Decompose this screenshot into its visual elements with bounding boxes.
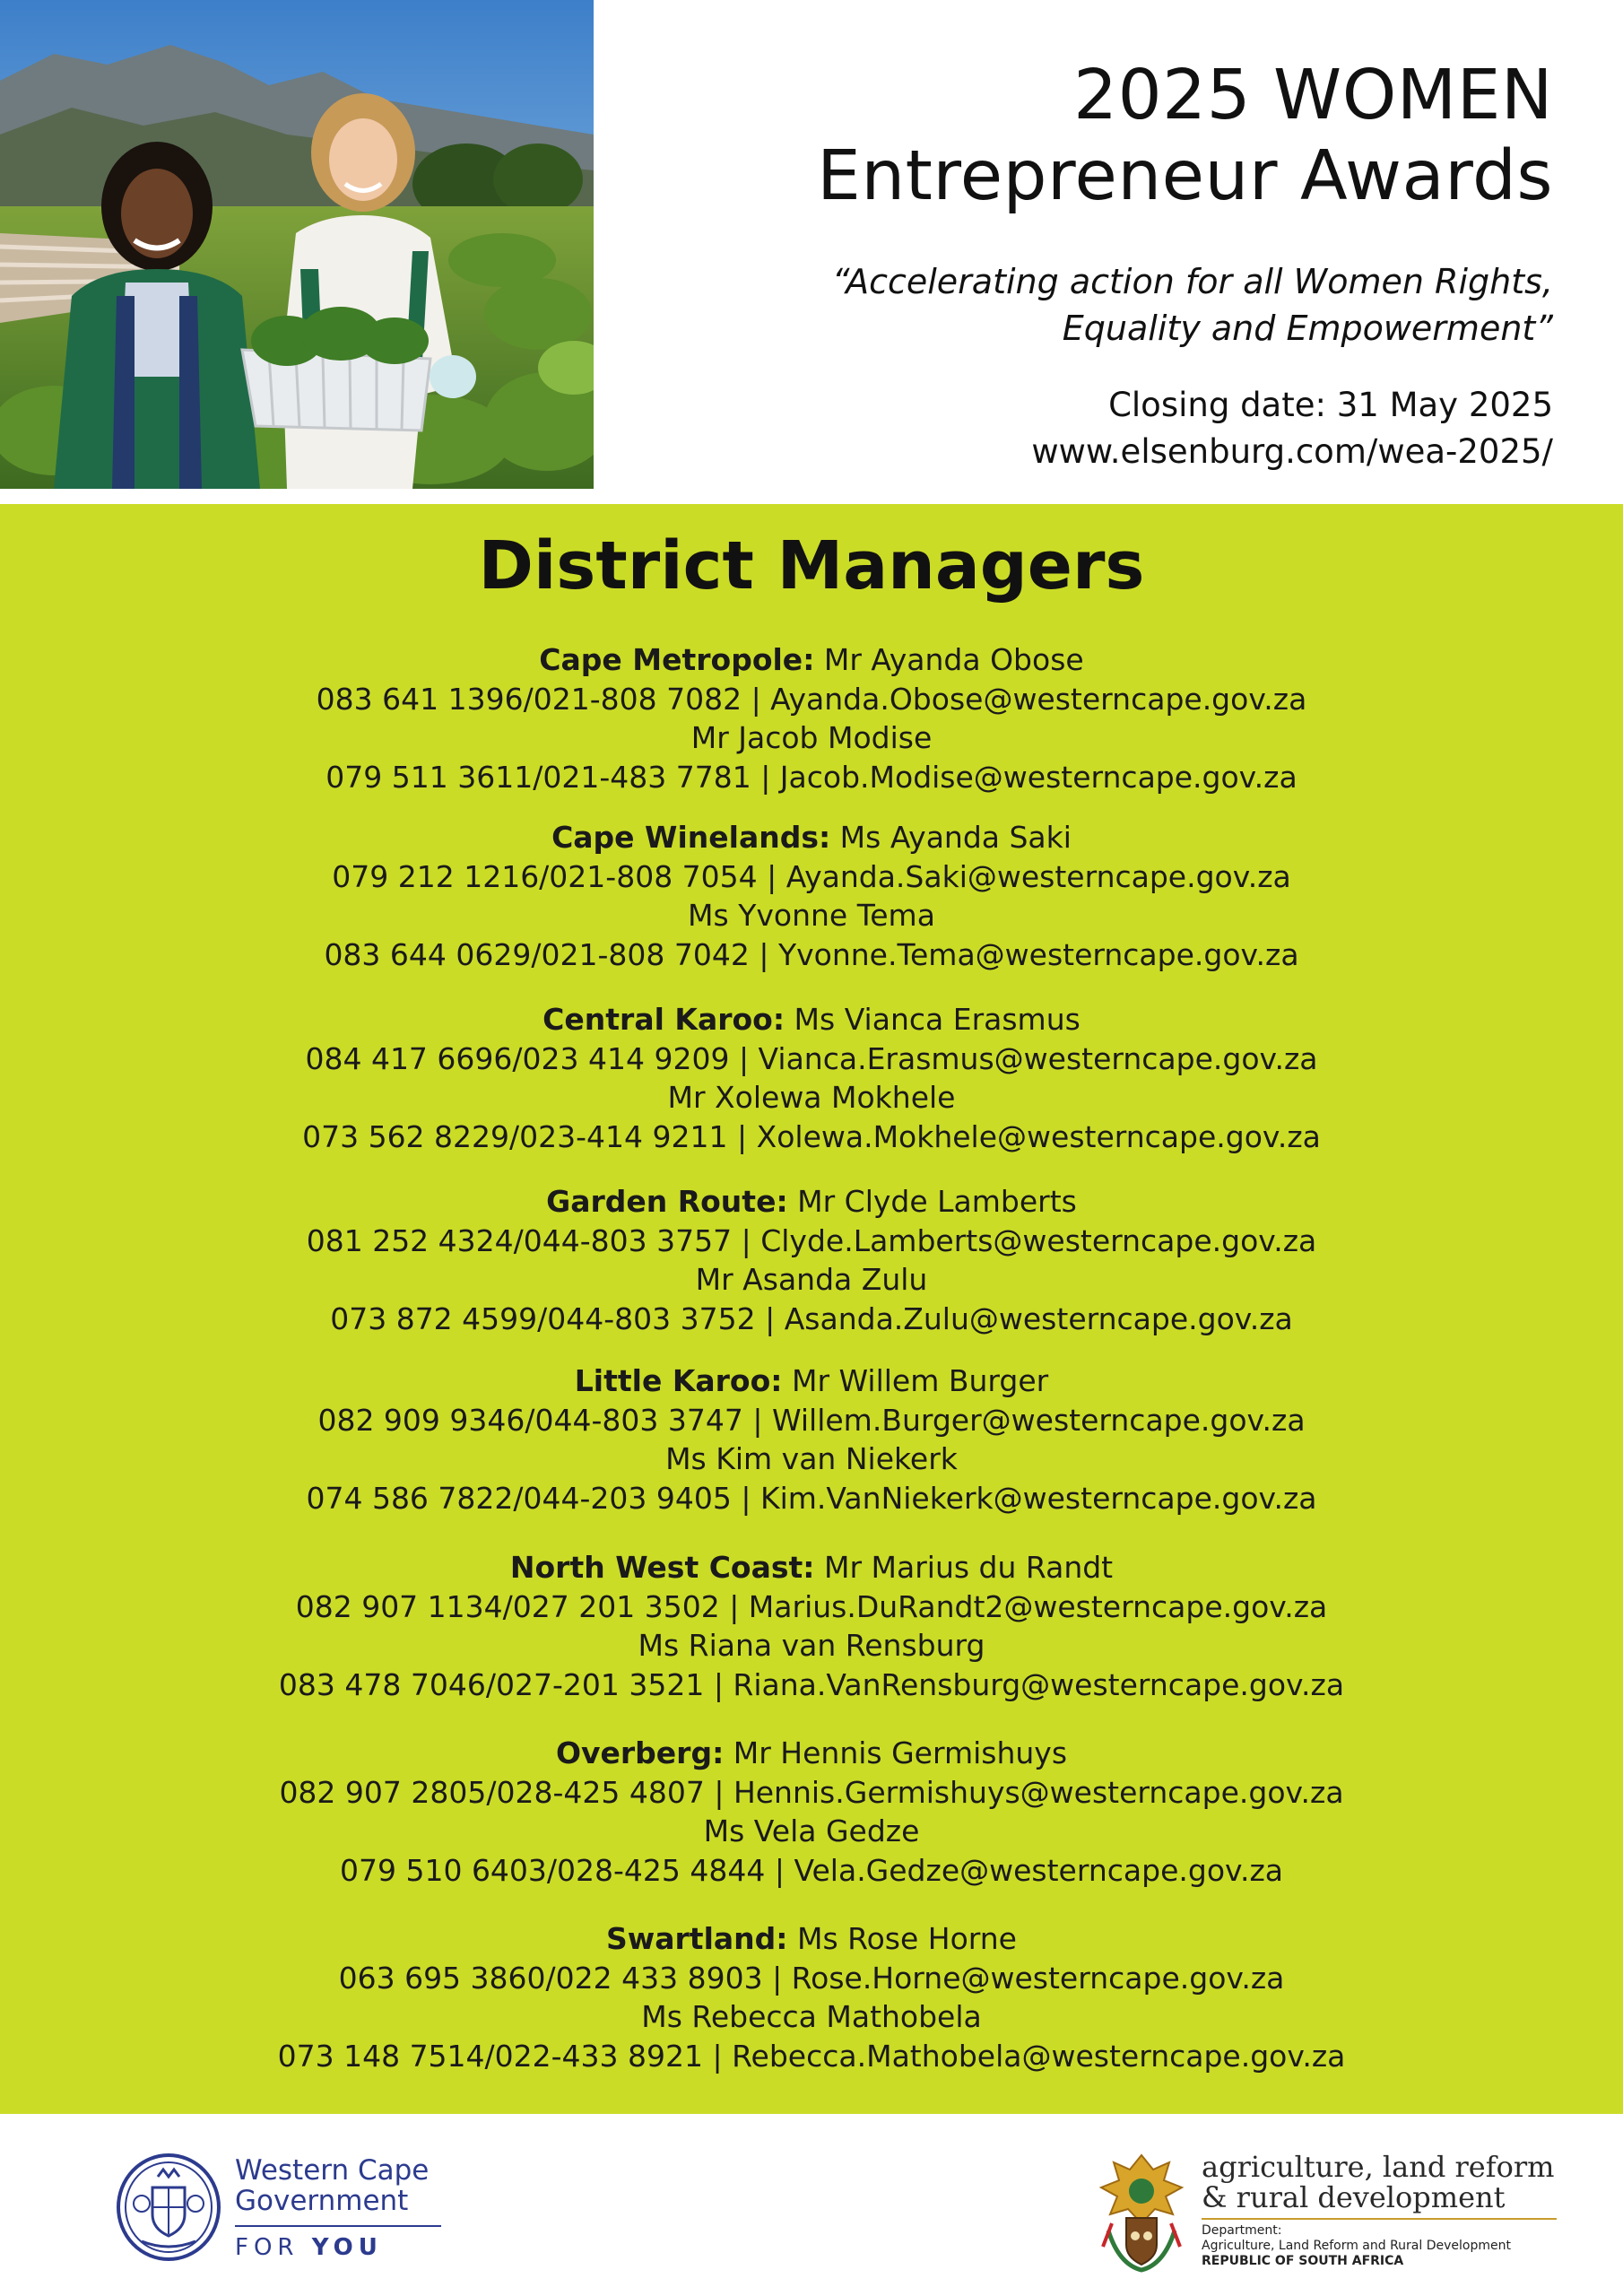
footer xyxy=(0,2114,1623,2296)
district-heading xyxy=(0,1361,1623,1401)
manager-name: Ms Vianca Erasmus xyxy=(794,1002,1081,1037)
manager-name: Mr Xolewa Mokhele xyxy=(667,1080,956,1115)
dalrrd-line-2: & rural development xyxy=(1202,2180,1506,2214)
manager-contact[interactable]: 084 417 6696/023 414 9209 | Vianca.Erasmus@westerncape.gov.za xyxy=(305,1040,1318,1076)
manager-name: Ms Rose Horne xyxy=(796,1921,1017,1956)
manager-name: Mr Jacob Modise xyxy=(690,720,933,755)
closing-date: Closing date: 31 May 2025 xyxy=(1108,386,1553,424)
district-block xyxy=(0,818,1623,974)
manager-name: Ms Riana van Rensburg xyxy=(638,1628,985,1663)
district-block xyxy=(0,1182,1623,1338)
district-name: Garden Route: xyxy=(546,1184,788,1219)
district-block xyxy=(0,1361,1623,1518)
manager-contact[interactable]: 079 212 1216/021-808 7054 | Ayanda.Saki@westerncape.gov.za xyxy=(332,858,1291,894)
tagline-line-1: “Accelerating action for all Women Rights, xyxy=(831,262,1553,301)
manager-name: Ms Rebecca Mathobela xyxy=(641,1999,982,2034)
district-heading xyxy=(0,1000,1623,1039)
wcg-you: YOU xyxy=(311,2234,383,2261)
dalrrd-logo xyxy=(1092,2148,1558,2274)
header xyxy=(0,0,1623,504)
manager-contact[interactable]: 081 252 4324/044-803 3757 | Clyde.Lamberts@westerncape.gov.za xyxy=(306,1222,1317,1258)
district-name: Cape Winelands: xyxy=(551,820,831,855)
manager-name: Ms Vela Gedze xyxy=(703,1813,920,1848)
manager-name: Mr Ayanda Obose xyxy=(823,642,1084,677)
district-managers-panel xyxy=(0,504,1623,2114)
manager-contact[interactable]: 073 562 8229/023-414 9211 | Xolewa.Mokhele@westerncape.gov.za xyxy=(302,1118,1321,1154)
manager-contact[interactable]: 074 586 7822/044-203 9405 | Kim.VanNiekerk@westerncape.gov.za xyxy=(306,1480,1317,1516)
manager-name: Mr Willem Burger xyxy=(791,1363,1049,1398)
website-link[interactable]: www.elsenburg.com/wea-2025/ xyxy=(1031,432,1553,471)
south-africa-coat-of-arms-icon xyxy=(1092,2148,1191,2274)
dalrrd-line-1: agriculture, land reform xyxy=(1202,2150,1555,2184)
district-heading xyxy=(0,1182,1623,1222)
hero-photo xyxy=(0,0,594,489)
district-block xyxy=(0,1548,1623,1704)
district-heading xyxy=(0,1548,1623,1587)
wcg-line-2: Government xyxy=(235,2185,409,2217)
dalrrd-name xyxy=(1202,2152,1554,2213)
manager-name: Mr Marius du Randt xyxy=(823,1550,1114,1585)
wcg-name xyxy=(235,2155,429,2216)
tagline xyxy=(832,258,1553,352)
district-name: Cape Metropole: xyxy=(539,642,815,677)
district-name: Swartland: xyxy=(606,1921,788,1956)
manager-name: Mr Asanda Zulu xyxy=(695,1262,928,1297)
closing-info xyxy=(1031,382,1553,475)
manager-contact[interactable]: 083 478 7046/027-201 3521 | Riana.VanRensburg@westerncape.gov.za xyxy=(278,1666,1345,1702)
title-line-1: 2025 WOMEN xyxy=(1073,56,1553,135)
dalrrd-dept-full: Agriculture, Land Reform and Rural Development xyxy=(1202,2239,1511,2253)
manager-contact[interactable]: 083 644 0629/021-808 7042 | Yvonne.Tema@westerncape.gov.za xyxy=(324,936,1299,972)
wcg-for: FOR xyxy=(235,2234,299,2261)
manager-contact[interactable]: 083 641 1396/021-808 7082 | Ayanda.Obose@westerncape.gov.za xyxy=(316,681,1307,717)
manager-name: Ms Ayanda Saki xyxy=(839,820,1072,855)
manager-name: Ms Yvonne Tema xyxy=(688,898,935,933)
manager-contact[interactable]: 063 695 3860/022 433 8903 | Rose.Horne@westerncape.gov.za xyxy=(338,1960,1285,1996)
district-name: Overberg: xyxy=(555,1735,725,1770)
award-title xyxy=(817,56,1553,217)
manager-name: Mr Hennis Germishuys xyxy=(733,1735,1068,1770)
district-block xyxy=(0,1919,1623,2075)
manager-contact[interactable]: 073 872 4599/044-803 3752 | Asanda.Zulu@westerncape.gov.za xyxy=(330,1300,1293,1336)
dalrrd-divider xyxy=(1202,2218,1557,2220)
manager-contact[interactable]: 082 907 2805/028-425 4807 | Hennis.Germishuys@westerncape.gov.za xyxy=(279,1774,1344,1810)
wcg-line-1: Western Cape xyxy=(235,2154,430,2187)
district-block xyxy=(0,1734,1623,1890)
dalrrd-dept-label: Department: xyxy=(1202,2223,1282,2238)
manager-name: Mr Clyde Lamberts xyxy=(797,1184,1077,1219)
district-heading xyxy=(0,818,1623,857)
manager-name: Ms Kim van Niekerk xyxy=(665,1441,958,1476)
western-cape-coat-of-arms-icon xyxy=(115,2152,222,2263)
district-list xyxy=(0,640,1623,2075)
wcg-slogan xyxy=(235,2234,383,2261)
dalrrd-country: REPUBLIC OF SOUTH AFRICA xyxy=(1202,2254,1404,2268)
district-heading xyxy=(0,1734,1623,1773)
title-line-2: Entrepreneur Awards xyxy=(817,136,1553,216)
district-block xyxy=(0,1000,1623,1156)
manager-contact[interactable]: 082 909 9346/044-803 3747 | Willem.Burger@westerncape.gov.za xyxy=(317,1402,1306,1438)
district-name: Little Karoo: xyxy=(574,1363,783,1398)
district-name: Central Karoo: xyxy=(542,1002,785,1037)
wcg-divider xyxy=(235,2225,441,2227)
manager-contact[interactable]: 082 907 1134/027 201 3502 | Marius.DuRandt2@westerncape.gov.za xyxy=(295,1588,1328,1624)
section-title: District Managers xyxy=(478,527,1145,604)
district-heading xyxy=(0,1919,1623,1959)
western-cape-government-logo xyxy=(115,2150,456,2266)
dalrrd-department xyxy=(1202,2223,1511,2269)
district-heading xyxy=(0,640,1623,680)
district-block xyxy=(0,640,1623,796)
manager-contact[interactable]: 079 511 3611/021-483 7781 | Jacob.Modise@westerncape.gov.za xyxy=(325,759,1298,795)
manager-contact[interactable]: 079 510 6403/028-425 4844 | Vela.Gedze@westerncape.gov.za xyxy=(339,1852,1284,1888)
manager-contact[interactable]: 073 148 7514/022-433 8921 | Rebecca.Mathobela@westerncape.gov.za xyxy=(277,2038,1346,2074)
district-name: North West Coast: xyxy=(509,1550,815,1585)
tagline-line-2: Equality and Empowerment” xyxy=(1062,309,1553,348)
